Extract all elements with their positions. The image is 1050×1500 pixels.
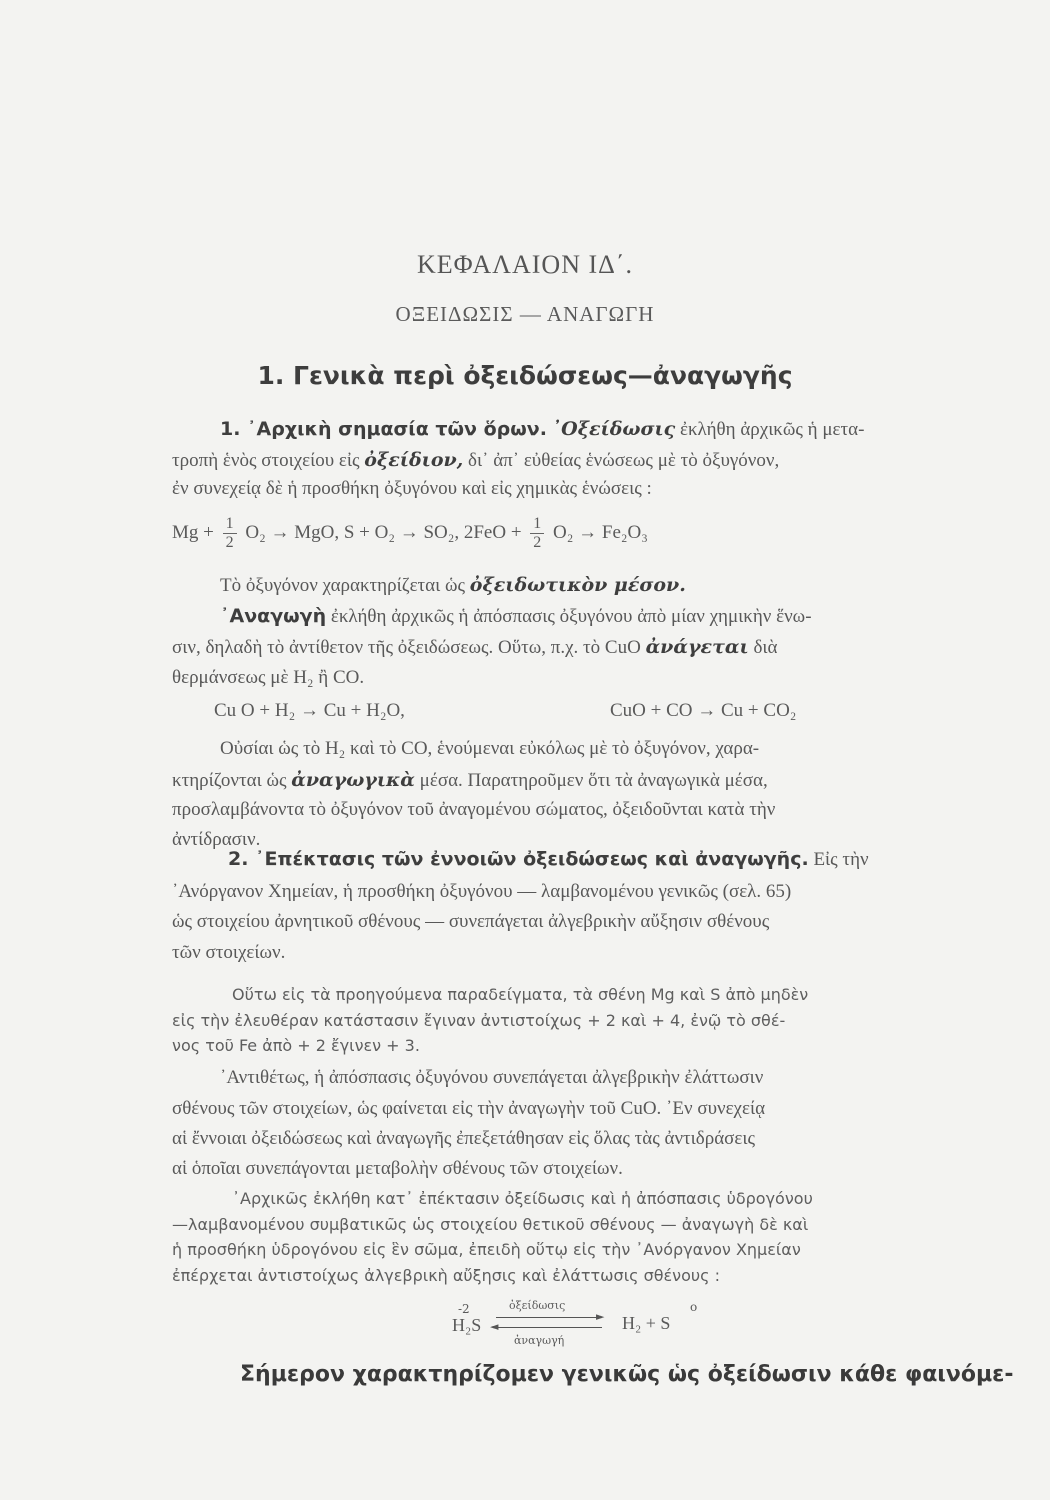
left-oxidation-state: -2 <box>458 1302 470 1316</box>
paragraph-6-line-3: αἱ ἔννοιαι ὀξειδώσεως καὶ ἀναγωγῆς ἐπεξετάθησαν εἰς ὅλας τὰς ἀντιδράσεις <box>172 1128 756 1149</box>
right-oxidation-state: o <box>690 1300 698 1314</box>
equation-reduction-left: Cu O + H₂ → Cu + H₂O, <box>214 700 405 721</box>
chapter-heading: ΚΕΦΑΛΑΙΟΝ ΙΔ΄. <box>416 250 634 279</box>
paragraph-6-line-2: σθένους τῶν στοιχείων, ὡς φαίνεται εἰς τὴν ἀναγωγὴν τοῦ CuO. ᾿Εν συνεχείᾳ <box>172 1098 766 1119</box>
paragraph-1-text: τροπὴ ἑνὸς στοιχείου εἰς <box>172 450 365 471</box>
paragraph-1-heading: 1. ᾿Αρχικὴ σημασία τῶν ὅρων. <box>220 418 547 440</box>
reduction-label: ἀναγωγή <box>514 1334 565 1347</box>
note-2-line-3: ἡ προσθήκη ὑδρογόνου εἰς ἓν σῶμα, ἐπειδὴ οὕτῳ εἰς τὴν ᾿Ανόργανον Χημείαν <box>172 1240 801 1259</box>
term-oxidizing-agent: ὀξειδωτικὸν μέσον. <box>469 574 686 596</box>
redox-left-species: H₂S <box>452 1315 482 1335</box>
term-oxide: ὀξείδιον, <box>364 449 464 471</box>
paragraph-5-line-4: τῶν στοιχείων. <box>172 942 286 963</box>
paragraph-1-text: δι᾿ ἀπ᾿ εὐθείας ἑνώσεως μὲ τὸ ὀξυγόνον, <box>463 450 780 471</box>
note-2-line-1: ᾿Αρχικῶς ἐκλήθη κατ᾿ ἐπέκτασιν ὀξείδωσις καὶ ἡ ἀπόσπασις ὑδρογόνου <box>232 1189 813 1208</box>
term-oxidation: ᾿Οξείδωσις <box>551 418 676 440</box>
paragraph-4-text: μέσα. Παρατηροῦμεν ὅτι τὰ ἀναγωγικὰ μέσα, <box>414 770 768 791</box>
fraction-denominator: 2 <box>533 534 542 551</box>
paragraph-6-line-1: ᾿Αντιθέτως, ἡ ἀπόσπασις ὀξυγόνου συνεπάγεται ἀλγεβρικὴν ἐλάττωσιν <box>220 1067 764 1088</box>
note-2-line-2: —λαμβανομένου συμβατικῶς ὡς στοιχείου θετικοῦ σθένους — ἀναγωγὴ δὲ καὶ <box>172 1215 809 1234</box>
oxidation-arrowhead-icon: ► <box>596 1310 605 1323</box>
reduction-arrowhead-icon: ◄ <box>490 1320 499 1333</box>
paragraph-3-line-1 <box>220 605 812 628</box>
paragraph-1-line-2 <box>172 449 779 472</box>
paragraph-3-heading: ᾿Αναγωγὴ <box>220 605 327 627</box>
paragraph-3-text: ἐκλήθη ἀρχικῶς ἡ ἀπόσπασις ὀξυγόνου ἀπὸ μίαν χημικὴν ἕνω- <box>326 606 812 627</box>
term-reduced: ἀνάγεται <box>645 636 749 658</box>
equation-part: Mg + <box>172 521 214 543</box>
oxidation-arrow-shaft <box>496 1317 602 1318</box>
equation-reduction-right: CuO + CO → Cu + CO₂ <box>610 700 797 721</box>
equation-part: O₂ → Fe₂O₃ <box>553 521 648 543</box>
paragraph-3-text: διὰ <box>748 637 778 658</box>
equation-oxidation-examples <box>172 515 648 552</box>
paragraph-4-line-4: ἀντίδρασιν. <box>172 829 261 850</box>
paragraph-5-heading: 2. ᾿Επέκτασις τῶν ἐννοιῶν ὀξειδώσεως καὶ ἀναγωγῆς. <box>228 848 809 870</box>
paragraph-4-line-1: Οὐσίαι ὡς τὸ H₂ καὶ τὸ CO, ἑνούμεναι εὐκόλως μὲ τὸ ὀξυγόνον, χαρα- <box>220 738 760 759</box>
equation-part: O₂ → MgO, S + O₂ → SO₂, 2FeO + <box>245 521 522 543</box>
paragraph-5-text: Εἰς τὴν <box>808 849 869 870</box>
reduction-arrow-shaft <box>496 1327 602 1328</box>
oxidation-label: ὀξείδωσις <box>509 1299 566 1312</box>
closing-line: Σήμερον χαρακτηρίζομεν γενικῶς ὡς ὀξείδωσιν κάθε φαινόμε- <box>240 1362 1014 1387</box>
fraction-half <box>223 515 237 552</box>
paragraph-4-line-3: προσλαμβάνοντα τὸ ὀξυγόνον τοῦ ἀναγομένου σώματος, ὀξειδοῦνται κατὰ τὴν <box>172 799 776 820</box>
paragraph-5-line-2: ᾿Ανόργανον Χημείαν, ἡ προσθήκη ὀξυγόνου — λαμβανομένου γενικῶς (σελ. 65) <box>172 881 792 902</box>
paragraph-4-line-2 <box>172 769 768 792</box>
note-1-line-3: νος τοῦ Fe ἀπὸ + 2 ἔγινεν + 3. <box>172 1036 420 1055</box>
term-reducing: ἀναγωγικὰ <box>291 769 415 791</box>
chapter-subtitle: ΟΞΕΙΔΩΣΙΣ — ΑΝΑΓΩΓΗ <box>395 302 655 326</box>
paragraph-2 <box>220 574 686 597</box>
paragraph-1-line-1 <box>220 418 864 441</box>
paragraph-6-line-4: αἱ ὁποῖαι συνεπάγονται μεταβολὴν σθένους τῶν στοιχείων. <box>172 1158 623 1179</box>
paragraph-2-text: Τὸ ὀξυγόνον χαρακτηρίζεται ὡς <box>220 575 470 596</box>
fraction-half <box>530 515 544 552</box>
paragraph-3-line-3: θερμάνσεως μὲ H₂ ἢ CO. <box>172 667 365 688</box>
note-1-line-2: εἰς τὴν ἐλευθέραν κατάστασιν ἔγιναν ἀντιστοίχως + 2 καὶ + 4, ἐνῷ τὸ σθέ- <box>172 1011 786 1030</box>
note-2-line-4: ἐπέρχεται ἀντιστοίχως ἀλγεβρικὴ αὔξησις καὶ ἐλάττωσις σθένους : <box>172 1266 721 1285</box>
paragraph-3-line-2 <box>172 636 777 659</box>
section-title: 1. Γενικὰ περὶ ὀξειδώσεως—ἀναγωγῆς <box>257 361 793 390</box>
paragraph-3-text: σιν, δηλαδὴ τὸ ἀντίθετον τῆς ὀξειδώσεως. Οὕτω, π.χ. τὸ CuO <box>172 637 646 658</box>
note-1-line-1: Οὕτω εἰς τὰ προηγούμενα παραδείγματα, τὰ σθένη Mg καὶ S ἀπὸ μηδὲν <box>232 985 809 1004</box>
redox-right-species: H₂ + S <box>622 1313 671 1333</box>
paragraph-1-line-3: ἐν συνεχείᾳ δὲ ἡ προσθήκη ὀξυγόνου καὶ εἰς χημικὰς ἑνώσεις : <box>172 478 652 499</box>
paragraph-5-line-3: ὡς στοιχείου ἀρνητικοῦ σθένους — συνεπάγεται ἀλγεβρικὴν αὔξησιν σθένους <box>172 911 770 932</box>
paragraph-4-text: κτηρίζονται ὡς <box>172 770 292 791</box>
paragraph-1-text: ἐκλήθη ἀρχικῶς ἡ μετα- <box>675 419 865 440</box>
fraction-numerator: 1 <box>223 515 237 534</box>
fraction-numerator: 1 <box>530 515 544 534</box>
fraction-denominator: 2 <box>225 534 234 551</box>
paragraph-5-line-1 <box>228 848 869 871</box>
